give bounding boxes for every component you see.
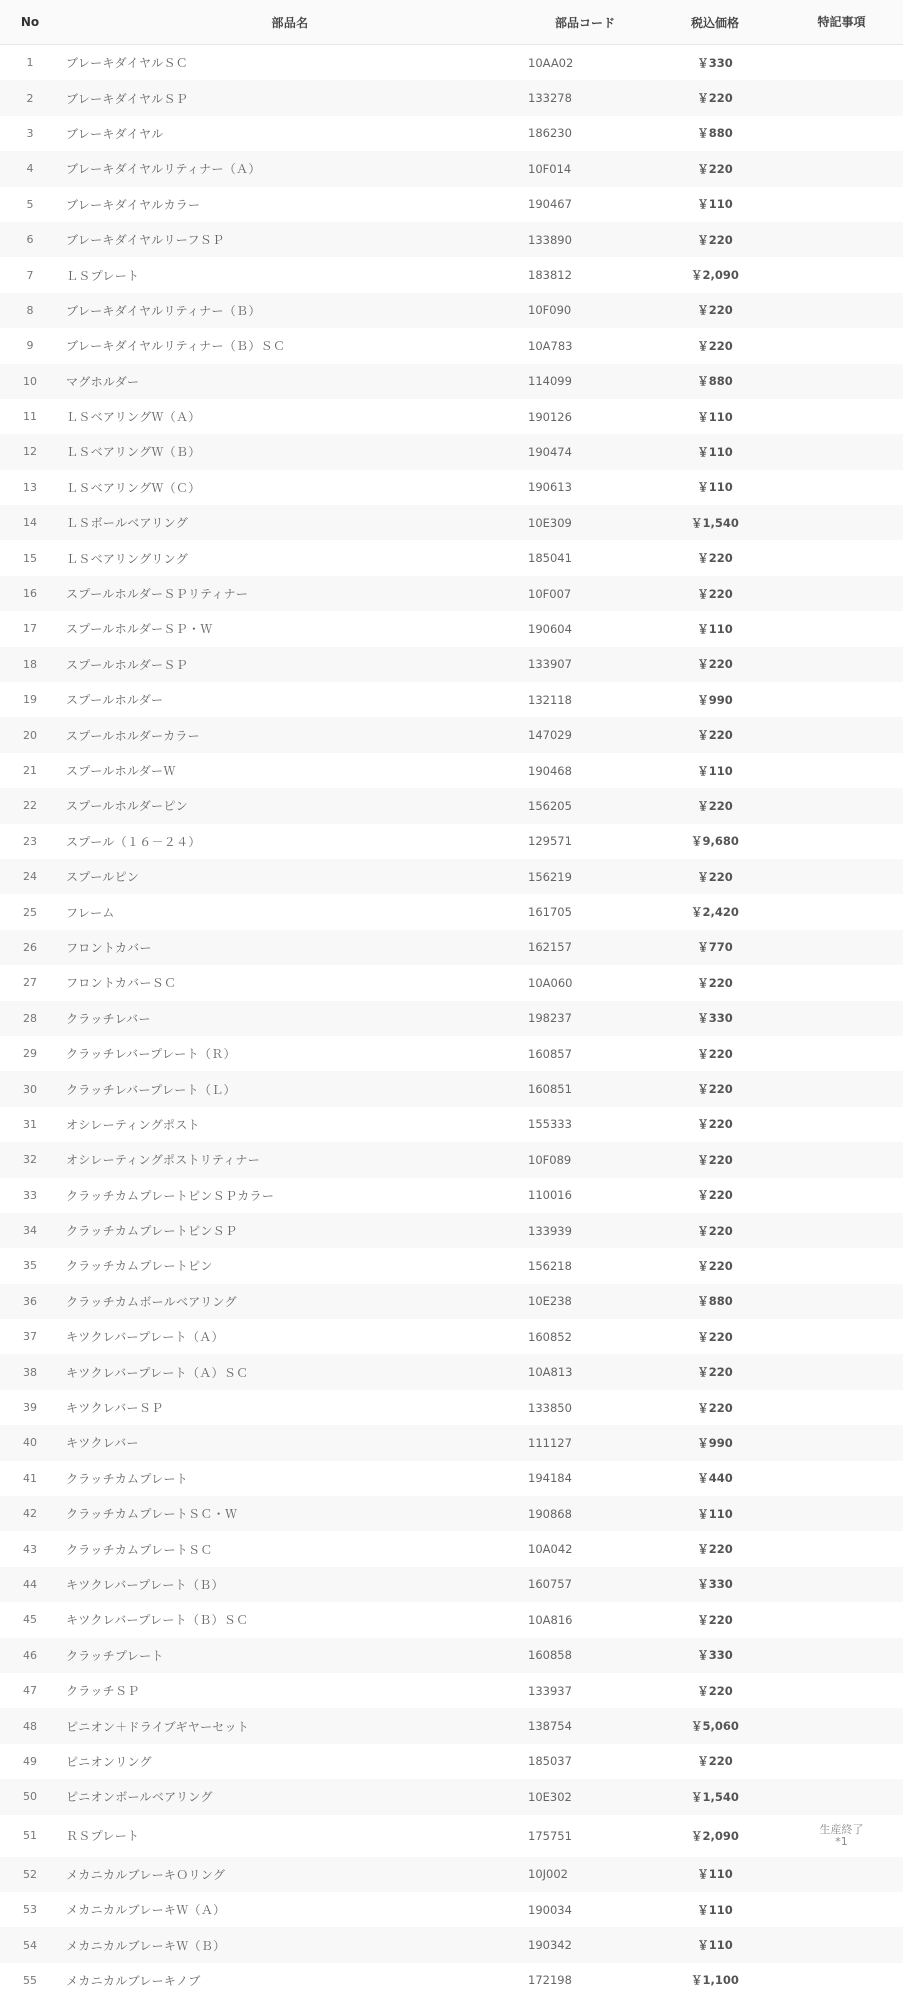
table-row <box>0 682 903 717</box>
price: ￥330 <box>697 1577 733 1592</box>
part-name: ＲＳプレート <box>66 1829 140 1844</box>
part-code: 10F090 <box>528 303 572 318</box>
part-code: 147029 <box>528 728 572 743</box>
price: ￥110 <box>697 621 733 636</box>
row-no: 1 <box>26 56 34 70</box>
part-name: オシレーティングポスト <box>66 1117 200 1132</box>
part-name: マグホルダー <box>66 374 140 389</box>
part-name: メカニカルブレーキＯリング <box>66 1867 226 1882</box>
price: ￥440 <box>697 1471 733 1486</box>
part-name: クラッチカムプレートピンＳＰ <box>66 1224 238 1239</box>
row-no: 48 <box>23 1719 37 1733</box>
price: ￥990 <box>697 1435 733 1450</box>
part-code: 138754 <box>528 1719 572 1734</box>
part-code: 133907 <box>528 657 572 672</box>
part-code: 133890 <box>528 232 572 247</box>
row-no: 51 <box>23 1829 37 1843</box>
price: ￥1,540 <box>691 1789 739 1804</box>
table-row <box>0 45 903 80</box>
row-no: 45 <box>23 1613 37 1627</box>
part-name: クラッチレバー <box>66 1011 151 1026</box>
part-code: 183812 <box>528 268 572 283</box>
part-code: 156205 <box>528 798 572 813</box>
part-name: メカニカルブレーキノブ <box>66 1973 201 1988</box>
price: ￥220 <box>697 1542 733 1557</box>
part-name: クラッチカムプレートＳＣ・Ｗ <box>66 1507 238 1522</box>
part-code: 156218 <box>528 1258 572 1273</box>
price: ￥220 <box>697 232 733 247</box>
table-row <box>0 1638 903 1673</box>
price: ￥770 <box>697 940 733 955</box>
part-name: ＬＳプレート <box>66 268 140 283</box>
part-code: 10A813 <box>528 1365 573 1380</box>
part-code: 190613 <box>528 480 572 495</box>
price: ￥330 <box>697 55 733 70</box>
part-code: 10A042 <box>528 1542 573 1557</box>
part-code: 114099 <box>528 374 572 389</box>
table-body <box>0 45 903 1998</box>
table-row <box>0 1815 903 1857</box>
note: 生産終了 *1 <box>819 1822 864 1848</box>
part-name: ピニオンボールベアリング <box>66 1790 213 1805</box>
table-row <box>0 1779 903 1814</box>
price: ￥220 <box>697 1258 733 1273</box>
price: ￥1,100 <box>691 1973 739 1988</box>
part-code: 190868 <box>528 1506 572 1521</box>
part-name: クラッチカムボールベアリング <box>66 1294 237 1309</box>
table-row <box>0 1036 903 1071</box>
row-no: 34 <box>23 1224 37 1238</box>
table-row <box>0 1602 903 1637</box>
price: ￥220 <box>697 91 733 106</box>
row-no: 9 <box>26 339 34 353</box>
table-row <box>0 1567 903 1602</box>
row-no: 54 <box>23 1938 37 1952</box>
row-no: 44 <box>23 1577 37 1591</box>
row-no: 18 <box>23 657 37 671</box>
price: ￥220 <box>697 1117 733 1132</box>
part-code: 133278 <box>528 91 572 106</box>
part-name: メカニカルブレーキＷ（Ａ） <box>66 1903 226 1918</box>
price: ￥220 <box>697 586 733 601</box>
row-no: 6 <box>26 233 34 247</box>
header-price: 税込価格 <box>690 15 739 30</box>
part-name: フロントカバー <box>66 940 152 955</box>
table-row <box>0 399 903 434</box>
part-name: クラッチカムプレートピン <box>66 1259 213 1274</box>
table-row <box>0 1354 903 1389</box>
row-no: 40 <box>23 1436 37 1450</box>
price: ￥110 <box>697 1938 733 1952</box>
price: ￥220 <box>697 1683 733 1698</box>
table-row <box>0 717 903 752</box>
part-name: スプールホルダーピン <box>66 799 188 814</box>
table-row <box>0 80 903 115</box>
row-no: 4 <box>26 162 34 176</box>
part-code: 10A816 <box>528 1612 573 1627</box>
table-row <box>0 1319 903 1354</box>
part-name: スプールホルダーカラー <box>66 728 200 743</box>
table-row <box>0 1213 903 1248</box>
part-name: フロントカバーＳＣ <box>66 976 177 991</box>
price: ￥330 <box>697 1648 733 1663</box>
row-no: 10 <box>23 374 37 388</box>
part-code: 155333 <box>528 1117 572 1132</box>
row-no: 25 <box>23 905 37 919</box>
table-row <box>0 1001 903 1036</box>
row-no: 37 <box>23 1330 37 1344</box>
row-no: 53 <box>23 1903 37 1917</box>
table-row <box>0 1178 903 1213</box>
price: ￥110 <box>697 480 733 495</box>
table-row <box>0 1248 903 1283</box>
part-code: 198237 <box>528 1011 572 1026</box>
table-row <box>0 1857 903 1892</box>
part-name: ブレーキダイヤルリティナー（Ａ） <box>66 162 261 177</box>
part-name: ブレーキダイヤルＳＣ <box>66 56 189 71</box>
part-code: 194184 <box>528 1471 572 1486</box>
price: ￥220 <box>697 1754 733 1769</box>
table-row <box>0 1284 903 1319</box>
row-no: 27 <box>23 976 37 990</box>
row-no: 49 <box>23 1754 37 1768</box>
price: ￥220 <box>697 1188 733 1203</box>
part-name: スプールホルダー <box>66 693 164 708</box>
part-name: スプールホルダーＳＰリティナー <box>66 587 249 602</box>
row-no: 52 <box>23 1867 37 1881</box>
row-no: 11 <box>23 410 37 424</box>
part-code: 185041 <box>528 551 572 566</box>
price: ￥220 <box>697 1400 733 1415</box>
part-name: クラッチカムプレート <box>66 1471 189 1486</box>
row-no: 33 <box>23 1188 37 1202</box>
price: ￥220 <box>697 1612 733 1627</box>
part-code: 190604 <box>528 621 572 636</box>
table-row <box>0 116 903 151</box>
part-name: ブレーキダイヤルＳＰ <box>66 91 189 106</box>
price: ￥220 <box>697 1082 733 1097</box>
part-name: メカニカルブレーキＷ（Ｂ） <box>66 1938 226 1953</box>
part-name: ＬＳベアリングリング <box>66 551 189 566</box>
part-name: キツクレバープレート（Ａ） <box>66 1330 224 1345</box>
price: ￥220 <box>697 1365 733 1380</box>
price: ￥220 <box>697 303 733 318</box>
price: ￥220 <box>697 551 733 566</box>
table-row <box>0 1963 903 1998</box>
header-note: 特記事項 <box>817 15 866 29</box>
part-name: スプール（１６－２４） <box>66 834 201 849</box>
row-no: 23 <box>23 834 37 848</box>
price: ￥220 <box>697 1152 733 1167</box>
part-name: ブレーキダイヤルカラー <box>66 197 201 212</box>
row-no: 35 <box>23 1259 37 1273</box>
part-code: 160857 <box>528 1046 572 1061</box>
table-row <box>0 788 903 823</box>
part-name: キツクレバープレート（Ｂ） <box>66 1577 224 1592</box>
table-row <box>0 1142 903 1177</box>
part-name: クラッチカムプレートピンＳＰカラー <box>66 1188 275 1203</box>
row-no: 2 <box>26 91 34 105</box>
price: ￥110 <box>697 409 733 424</box>
price: ￥9,680 <box>691 834 739 849</box>
row-no: 43 <box>23 1542 37 1556</box>
part-code: 10A783 <box>528 338 573 353</box>
row-no: 3 <box>26 126 34 140</box>
row-no: 14 <box>23 516 37 530</box>
row-no: 46 <box>23 1648 37 1662</box>
table-row <box>0 1390 903 1425</box>
part-name: キツクレバープレート（Ｂ）ＳＣ <box>66 1613 249 1628</box>
row-no: 55 <box>23 1973 37 1987</box>
price: ￥2,420 <box>691 905 739 920</box>
part-name: クラッチＳＰ <box>66 1684 140 1699</box>
table-row <box>0 894 903 929</box>
price: ￥220 <box>697 338 733 353</box>
part-name: ブレーキダイヤル <box>66 126 164 141</box>
part-code: 175751 <box>528 1828 572 1843</box>
table-row <box>0 540 903 575</box>
part-code: 190468 <box>528 763 572 778</box>
price: ￥880 <box>697 374 733 389</box>
table-row <box>0 328 903 363</box>
table-row <box>0 364 903 399</box>
table-row <box>0 859 903 894</box>
row-no: 13 <box>23 480 37 494</box>
part-name: クラッチレバープレート（Ｌ） <box>66 1082 236 1097</box>
part-code: 190342 <box>528 1938 572 1952</box>
header-part-code: 部品コード <box>554 15 615 30</box>
price: ￥110 <box>697 444 733 459</box>
row-no: 16 <box>23 587 37 601</box>
price: ￥110 <box>697 197 733 212</box>
price: ￥110 <box>697 1506 733 1521</box>
table-row <box>0 824 903 859</box>
part-code: 162157 <box>528 940 572 955</box>
row-no: 28 <box>23 1011 37 1025</box>
part-name: キツクレバー <box>66 1436 139 1451</box>
table-row <box>0 1071 903 1106</box>
price: ￥330 <box>697 1011 733 1026</box>
part-name: オシレーティングポストリティナー <box>66 1153 261 1168</box>
part-name: スプールホルダーＳＰ・Ｗ <box>66 622 213 637</box>
price: ￥990 <box>697 692 733 707</box>
price: ￥110 <box>697 1867 733 1882</box>
part-name: クラッチプレート <box>66 1648 164 1663</box>
part-name: スプールホルダーＷ <box>66 764 176 778</box>
price: ￥5,060 <box>691 1719 739 1734</box>
table-row <box>0 1496 903 1531</box>
part-code: 190126 <box>528 409 572 424</box>
part-code: 10F007 <box>528 586 572 601</box>
part-name: スプールホルダーＳＰ <box>66 657 188 672</box>
row-no: 41 <box>23 1471 37 1485</box>
part-code: 133850 <box>528 1400 572 1415</box>
price: ￥220 <box>697 1223 733 1238</box>
table-row <box>0 1107 903 1142</box>
price: ￥220 <box>697 1046 733 1061</box>
price: ￥220 <box>697 161 733 176</box>
row-no: 22 <box>23 799 37 813</box>
row-no: 17 <box>23 622 37 636</box>
price: ￥220 <box>697 657 733 672</box>
price: ￥880 <box>697 126 733 141</box>
table-row <box>0 965 903 1000</box>
row-no: 19 <box>23 693 37 707</box>
price: ￥220 <box>697 975 733 990</box>
part-code: 160757 <box>528 1577 572 1592</box>
table-row <box>0 576 903 611</box>
row-no: 30 <box>23 1082 37 1096</box>
row-no: 36 <box>23 1294 37 1308</box>
part-code: 132118 <box>528 692 572 707</box>
part-code: 133939 <box>528 1223 572 1238</box>
row-no: 26 <box>23 940 37 954</box>
part-code: 10J002 <box>528 1867 568 1882</box>
part-code: 161705 <box>528 905 572 920</box>
part-code: 160858 <box>528 1648 572 1663</box>
table-row <box>0 470 903 505</box>
part-name: ＬＳベアリングＷ（Ｂ） <box>66 445 201 460</box>
price: ￥2,090 <box>691 1828 739 1843</box>
row-no: 12 <box>23 445 37 459</box>
price: ￥1,540 <box>691 515 739 530</box>
row-no: 24 <box>23 870 37 884</box>
table-row <box>0 187 903 222</box>
row-no: 15 <box>23 551 37 565</box>
price: ￥2,090 <box>691 268 739 283</box>
table-row <box>0 611 903 646</box>
part-name: ブレーキダイヤルリーフＳＰ <box>66 233 225 248</box>
part-code: 185037 <box>528 1754 572 1769</box>
price: ￥220 <box>697 728 733 743</box>
header-no: No <box>20 15 40 29</box>
table-row <box>0 505 903 540</box>
table-row <box>0 1461 903 1496</box>
part-name: ＬＳベアリングＷ（Ｃ） <box>66 480 201 495</box>
table-row <box>0 1927 903 1962</box>
part-name: クラッチレバープレート（Ｒ） <box>66 1047 236 1062</box>
price: ￥110 <box>697 1902 733 1917</box>
row-no: 8 <box>26 303 34 317</box>
part-name: ピニオン＋ドライブギヤーセット <box>66 1719 250 1734</box>
header-part-name: 部品名 <box>271 15 309 30</box>
part-code: 190467 <box>528 197 572 212</box>
part-code: 10F089 <box>528 1152 572 1167</box>
table-row <box>0 1744 903 1779</box>
row-no: 7 <box>26 268 34 282</box>
part-name: フレーム <box>66 905 115 920</box>
part-code: 129571 <box>528 834 572 849</box>
table-row <box>0 647 903 682</box>
part-name: スプールピン <box>66 870 140 885</box>
row-no: 21 <box>23 764 37 777</box>
table-row <box>0 930 903 965</box>
part-code: 190034 <box>528 1902 572 1917</box>
row-no: 29 <box>23 1047 37 1061</box>
part-name: ブレーキダイヤルリティナー（Ｂ）ＳＣ <box>66 339 286 354</box>
part-code: 10E302 <box>528 1789 572 1804</box>
table-row <box>0 1708 903 1743</box>
row-no: 32 <box>23 1153 37 1167</box>
price: ￥220 <box>697 798 733 813</box>
part-name: クラッチカムプレートＳＣ <box>66 1542 213 1557</box>
price: ￥220 <box>697 1329 733 1344</box>
part-name: ＬＳベアリングＷ（Ａ） <box>66 410 201 425</box>
part-name: キツクレバーＳＰ <box>66 1401 164 1416</box>
price: ￥880 <box>697 1294 733 1309</box>
part-code: 110016 <box>528 1188 572 1203</box>
row-no: 39 <box>23 1401 37 1415</box>
table-row <box>0 151 903 186</box>
part-name: キツクレバープレート（Ａ）ＳＣ <box>66 1365 249 1380</box>
table-row <box>0 434 903 469</box>
part-code: 160852 <box>528 1329 572 1344</box>
table-row <box>0 1892 903 1927</box>
part-code: 190474 <box>528 444 572 459</box>
row-no: 20 <box>23 728 37 742</box>
part-code: 10E238 <box>528 1294 572 1309</box>
row-no: 31 <box>23 1117 37 1131</box>
part-code: 160851 <box>528 1082 572 1097</box>
table-row <box>0 753 903 788</box>
table-row <box>0 1531 903 1566</box>
part-code: 111127 <box>528 1435 572 1450</box>
part-code: 172198 <box>528 1973 572 1988</box>
table-row <box>0 257 903 292</box>
part-code: 133937 <box>528 1683 572 1698</box>
part-name: ピニオンリング <box>66 1754 152 1769</box>
part-code: 186230 <box>528 126 572 141</box>
row-no: 50 <box>23 1790 37 1804</box>
table-row <box>0 1673 903 1708</box>
part-name: ＬＳボールベアリング <box>66 516 189 531</box>
part-code: 10F014 <box>528 161 572 176</box>
table-row <box>0 222 903 257</box>
row-no: 5 <box>26 197 34 211</box>
price: ￥110 <box>697 763 733 778</box>
price: ￥220 <box>697 869 733 884</box>
part-code: 156219 <box>528 869 572 884</box>
table-header <box>0 0 903 45</box>
table-row <box>0 293 903 328</box>
row-no: 42 <box>23 1507 37 1521</box>
part-code: 10A060 <box>528 975 573 990</box>
row-no: 38 <box>23 1365 37 1379</box>
part-name: ブレーキダイヤルリティナー（Ｂ） <box>66 303 261 318</box>
part-code: 10AA02 <box>528 55 574 70</box>
row-no: 47 <box>23 1684 37 1698</box>
table-row <box>0 1425 903 1460</box>
part-code: 10E309 <box>528 515 572 530</box>
